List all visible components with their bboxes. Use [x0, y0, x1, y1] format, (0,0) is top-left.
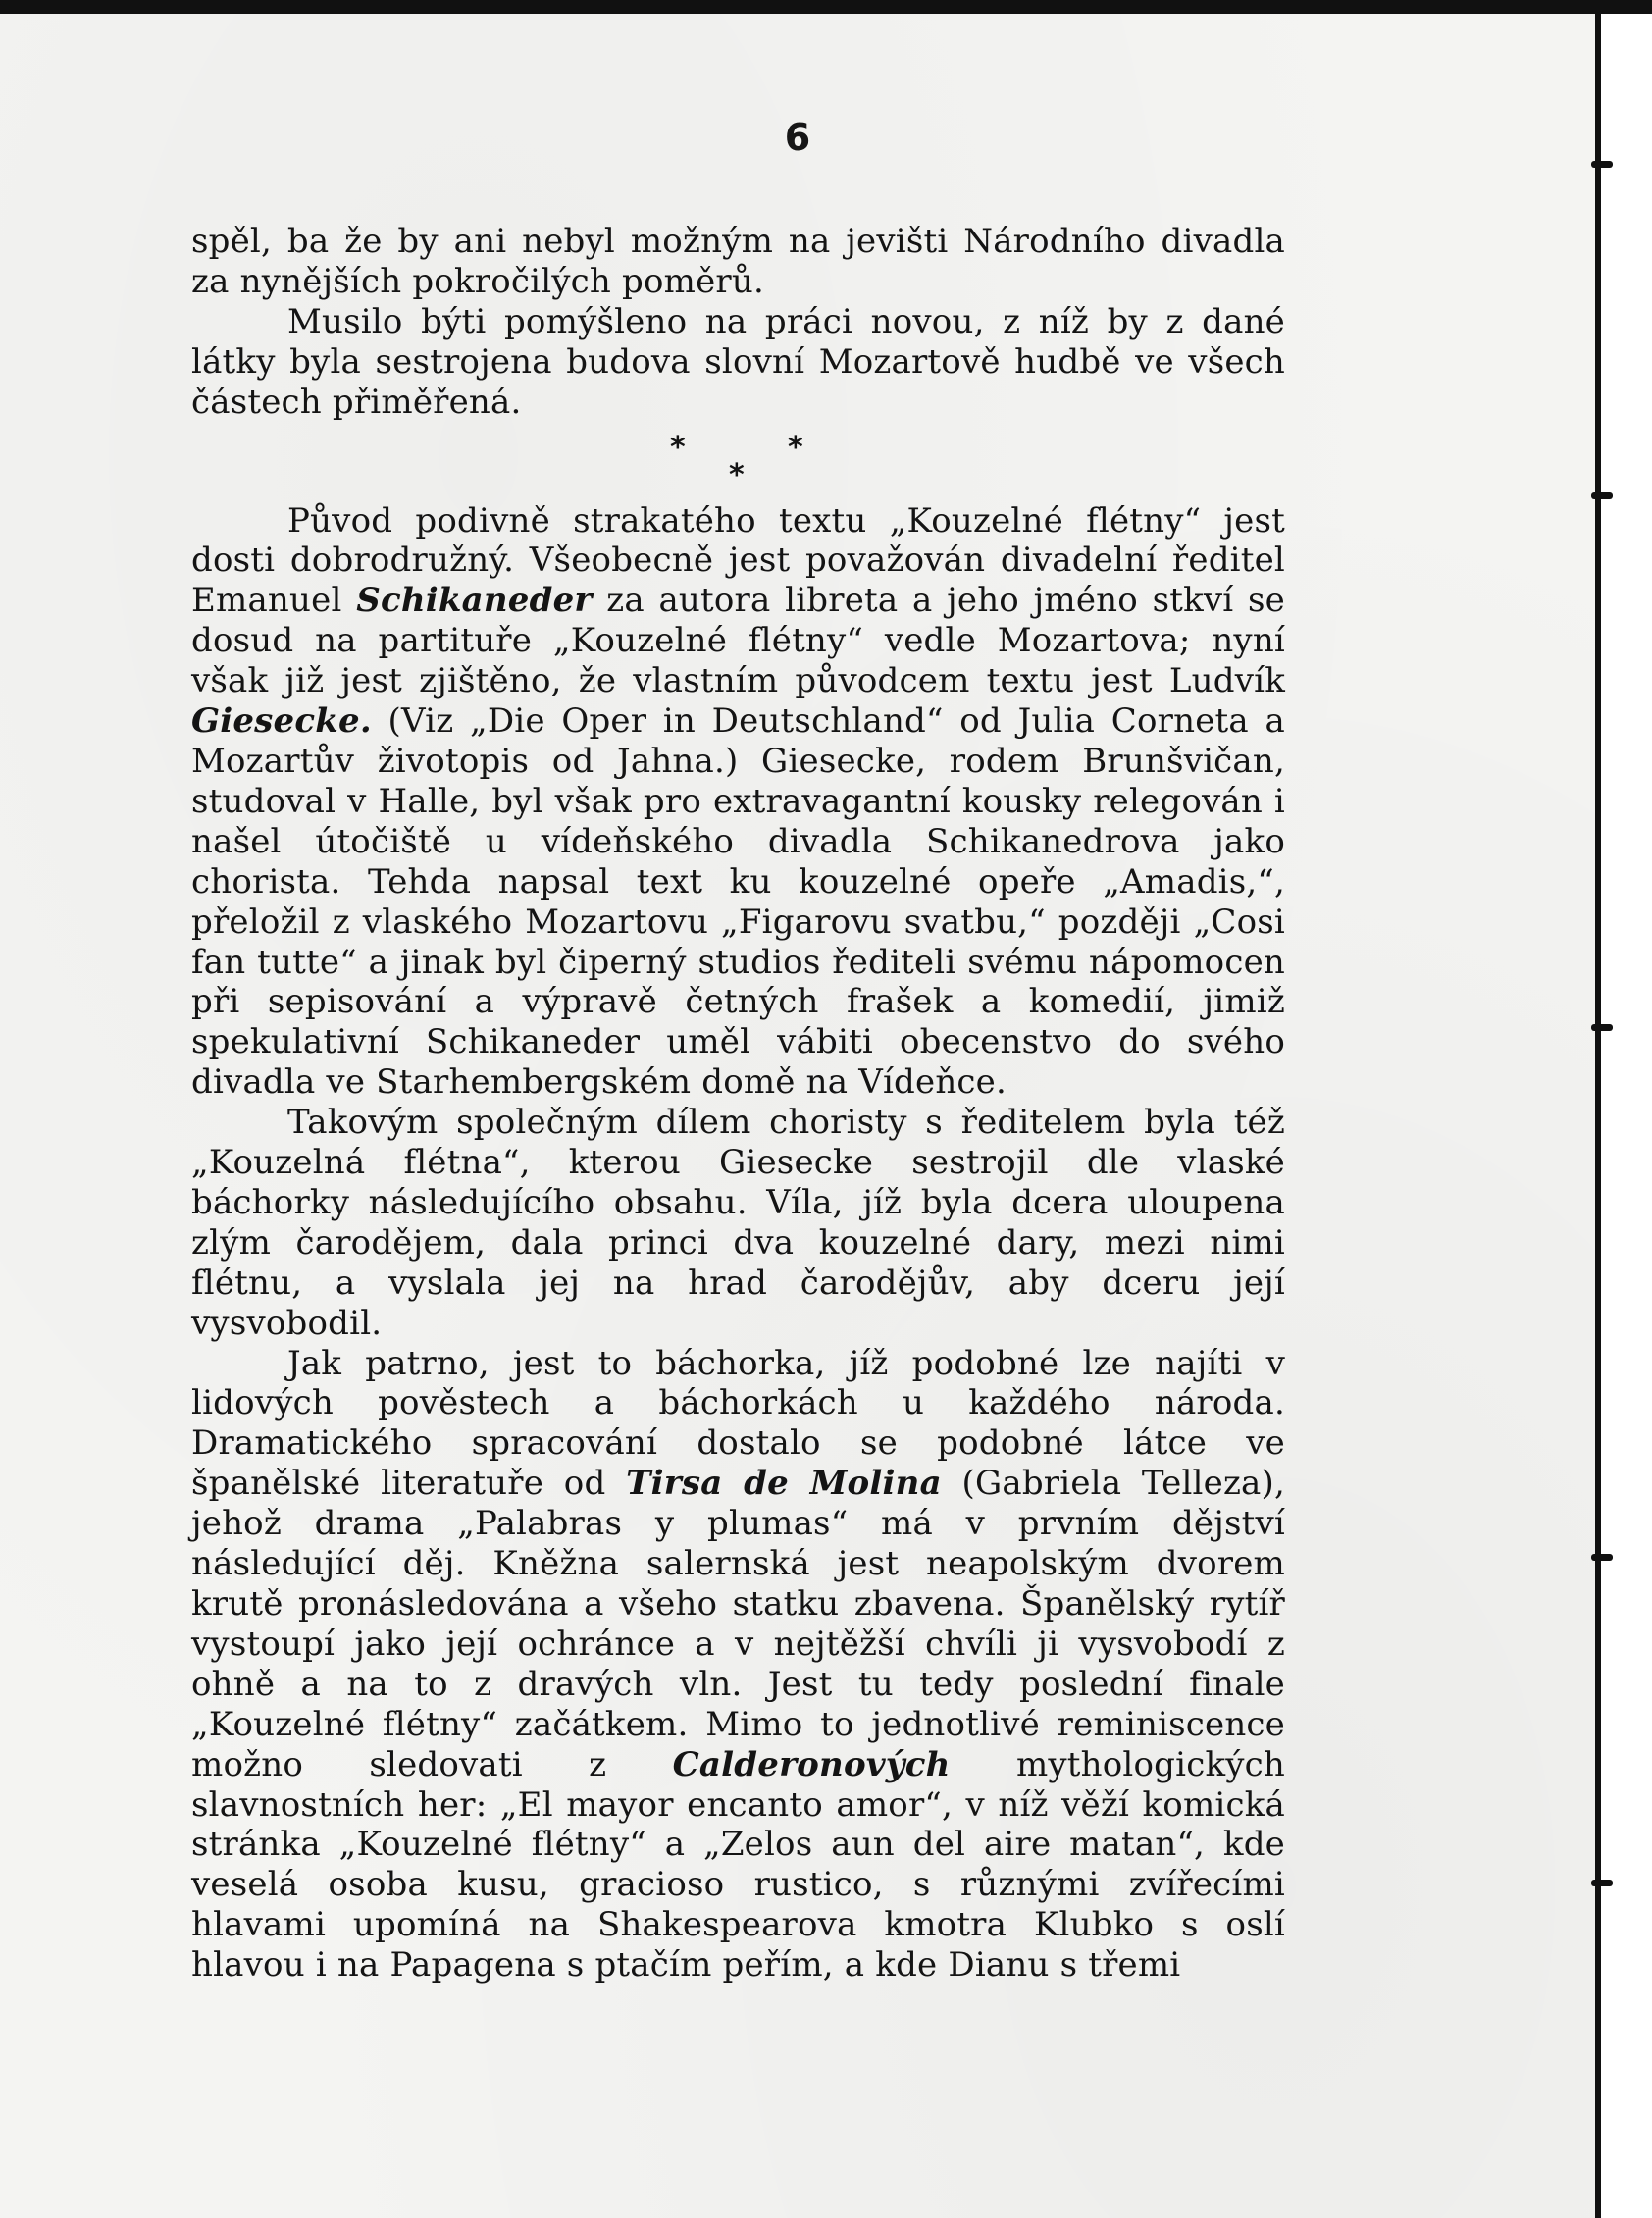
page-number: 6	[784, 116, 811, 159]
margin-mark	[1591, 161, 1613, 168]
paragraph-3-text-3: (Viz „Die Oper in Deutschland“ od Julia Corneta a Mozartův životopis od Jahna.) Giesecke, rodem Brunšvičan, studoval v Halle, byl však pro extravagantní kousky relegován i našel útočiště u vídeňského divadla Schikanedrova jako chorista. Tehda napsal text ku kouzelné opeře „Amadis,“, přeložil z vlaského Mozartovu „Figarovu svatbu,“ později „Cosi fan tutte“ a jinak byl čiperný studios řediteli svému nápomocen při sepisování a výpravě četných frašek a komedií, jimiž spekulativní Schikaneder uměl vábiti obecenstvo do svého divadla ve Starhembergském domě na Vídeňce.	[191, 701, 1285, 1103]
section-separator	[191, 423, 1285, 501]
paragraph-5-text-2: (Gabriela Telleza), jehož drama „Palabras y plumas“ má v prvním dějství následující děj. Kněžna salernská jest neapolským dvorem krutě pronásledována a všeho statku zbavena. Španělský rytíř vystoupí jako její ochránce a v nejtěžší chvíli ji vysvobodí z ohně a na to z dravých vln. Jest tu tedy poslední finale „Kouzelné flétny“ začátkem. Mimo to jednotlivé reminiscence možno sledovati z	[191, 1464, 1285, 1784]
paragraph-4: Takovým společným dílem choristy s ředitelem byla též „Kouzelná flétna“, kterou Giesecke sestrojil dle vlaské báchorky následujícího obsahu. Víla, jíž byla dcera uloupena zlým čarodějem, dala princi dva kouzelné dary, mezi nimi flétnu, a vyslala jej na hrad čarodějův, aby dceru její vysvobodil.	[191, 1103, 1285, 1343]
book-page	[0, 14, 1595, 2218]
scan-right-margin	[1595, 14, 1652, 2218]
paragraph-5-text-1: Jak patrno, jest to báchorka, jíž podobné lze najíti v lidových pověstech a báchorkách u každého národa. Dramatického spracování dostalo se podobné látce ve španělské literatuře od	[191, 1343, 1285, 1504]
paragraph-3-text-2: za autora libreta a jeho jméno stkví se dosud na partituře „Kouzelné flétny“ vedle Mozartova; nyní však již jest zjištěno, že vlastním původcem textu jest Ludvík	[191, 581, 1285, 701]
name-schikaneder: Schikaneder	[356, 581, 593, 621]
paragraph-3	[191, 501, 1285, 1104]
margin-mark	[1591, 1880, 1613, 1886]
paragraph-2: Musilo býti pomýšleno na práci novou, z níž by z dané látky byla sestrojena budova slovní Mozartově hudbě ve všech částech přiměřená.	[191, 301, 1285, 422]
name-giesecke: Giesecke.	[191, 701, 372, 742]
scan-top-border	[0, 0, 1652, 14]
body-text	[191, 222, 1285, 1986]
separator-asterisk-right: *	[788, 430, 803, 465]
paragraph-5	[191, 1344, 1285, 1986]
paragraph-1: spěl, ba že by ani nebyl možným na jevišti Národního divadla za nynějších pokročilých poměrů.	[191, 222, 1285, 301]
separator-asterisk-middle: *	[729, 457, 745, 492]
paragraph-3-text-1: Původ podivně strakatého textu „Kouzelné flétny“ jest dosti dobrodružný. Všeobecně jest považován divadelní ředitel Emanuel	[191, 500, 1285, 621]
paragraph-5-text-3: mythologických slavnostních her: „El mayor encanto amor“, v níž věží komická stránka „Kouzelné flétny“ a „Zelos aun del aire matan“, kde veselá osoba kusu, gracioso rustico, s různými zvířecími hlavami upomíná na Shakespearova kmotra Klubko s oslí hlavou i na Papagena s ptačím peřím, a kde Dianu s třemi	[191, 1744, 1285, 1986]
name-calderon: Calderonových	[672, 1744, 951, 1784]
name-tirsa-de-molina: Tirsa de Molina	[626, 1464, 942, 1504]
margin-mark	[1591, 1554, 1613, 1561]
margin-mark	[1591, 1024, 1613, 1031]
separator-asterisk-left: *	[670, 430, 686, 465]
margin-mark	[1591, 492, 1613, 499]
binding-rule	[1595, 14, 1601, 2218]
